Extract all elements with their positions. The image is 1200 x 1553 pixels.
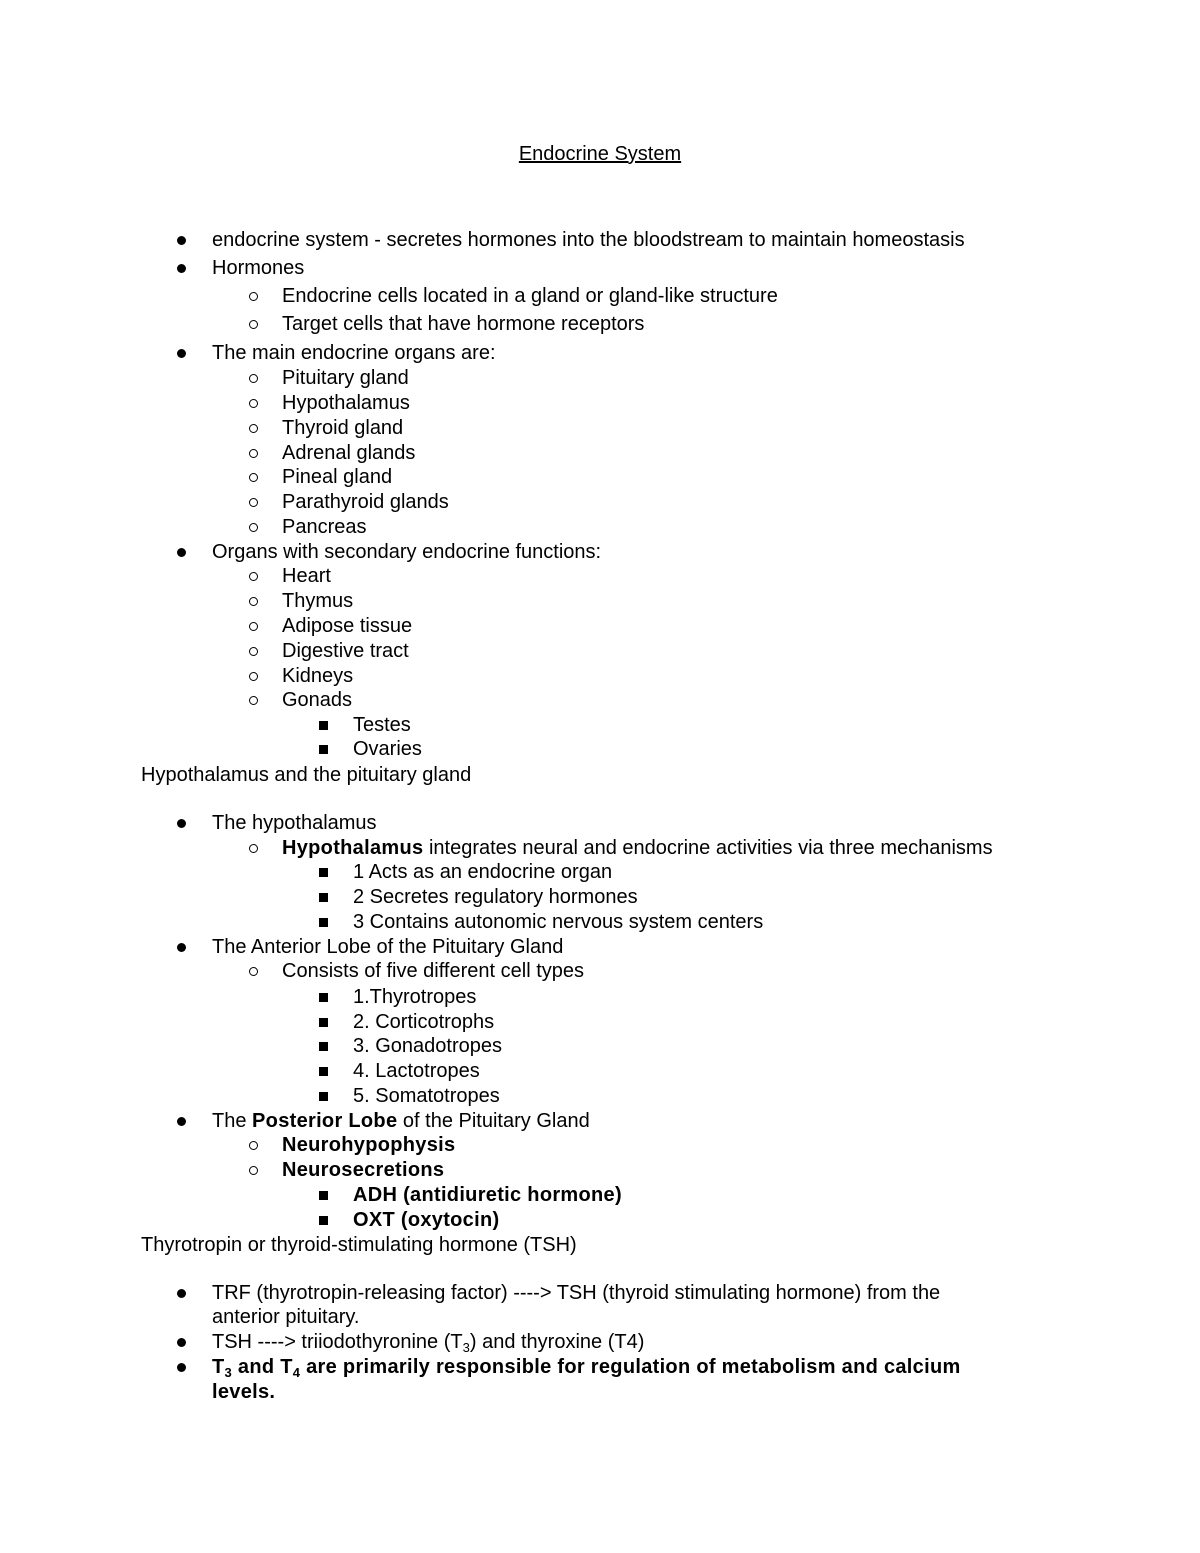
- list-item: TRF (thyrotropin-releasing factor) ----> TSH (thyroid stimulating hormone) from the: [212, 1282, 941, 1304]
- sub-sub-list-item: [353, 1183, 622, 1207]
- sub-list-item: Thyroid gland: [282, 417, 404, 439]
- bold-term: are primarily responsible for regulation of metabolism and calcium: [300, 1356, 961, 1378]
- bullet-circle: [249, 424, 258, 433]
- bullet-disc: [177, 548, 186, 557]
- list-item: The hypothalamus: [212, 812, 377, 834]
- sub-list-item: [282, 1133, 455, 1157]
- sub-list-item: Consists of five different cell types: [282, 960, 584, 982]
- sub-list-item: Adipose tissue: [282, 615, 413, 637]
- bullet-disc: [177, 1338, 186, 1347]
- bullet-circle: [249, 597, 258, 606]
- sub-sub-list-item: Testes: [353, 714, 411, 736]
- sub-list-item: Adrenal glands: [282, 442, 416, 464]
- sentence-text: TSH ----> triiodothyronine (T: [212, 1331, 463, 1353]
- list-item-continuation: [212, 1380, 275, 1404]
- sub-list-item: Digestive tract: [282, 640, 409, 662]
- bold-term: ADH (antidiuretic hormone): [353, 1184, 622, 1206]
- sub-sub-list-item: 2. Corticotrophs: [353, 1011, 495, 1033]
- bullet-square: [319, 1018, 328, 1027]
- sub-sub-list-item: [353, 1208, 499, 1232]
- bullet-square: [319, 993, 328, 1002]
- sub-list-item: Pancreas: [282, 516, 367, 538]
- section-heading: Hypothalamus and the pituitary gland: [141, 764, 472, 786]
- bullet-circle: [249, 647, 258, 656]
- bullet-square: [319, 868, 328, 877]
- list-item: The main endocrine organs are:: [212, 342, 496, 364]
- sub-sub-list-item: 3. Gonadotropes: [353, 1035, 502, 1057]
- bullet-circle: [249, 696, 258, 705]
- sub-list-item: Thymus: [282, 590, 354, 612]
- list-item: Hormones: [212, 257, 305, 279]
- bullet-circle: [249, 399, 258, 408]
- bullet-circle: [249, 498, 258, 507]
- sub-list-item: Endocrine cells located in a gland or gland-like structure: [282, 285, 778, 307]
- sub-sub-list-item: Ovaries: [353, 738, 422, 760]
- bullet-circle: [249, 572, 258, 581]
- section-heading: Thyrotropin or thyroid-stimulating hormone (TSH): [141, 1234, 577, 1256]
- bullet-square: [319, 893, 328, 902]
- sub-list-item: Heart: [282, 565, 331, 587]
- sub-list-item: Hypothalamus: [282, 392, 410, 414]
- bullet-circle: [249, 967, 258, 976]
- sub-list-item: [282, 836, 993, 860]
- bullet-circle: [249, 1141, 258, 1150]
- bullet-circle: [249, 449, 258, 458]
- bullet-disc: [177, 819, 186, 828]
- sentence-text: of the Pituitary Gland: [397, 1110, 590, 1132]
- bullet-circle: [249, 320, 258, 329]
- bullet-square: [319, 1042, 328, 1051]
- page-title: Endocrine System: [518, 143, 682, 165]
- bullet-disc: [177, 236, 186, 245]
- sub-sub-list-item: 5. Somatotropes: [353, 1085, 500, 1107]
- sub-sub-list-item: 2 Secretes regulatory hormones: [353, 886, 638, 908]
- bold-term: levels.: [212, 1381, 276, 1403]
- subscript: 4: [292, 1365, 301, 1380]
- bold-term: Neurohypophysis: [282, 1134, 456, 1156]
- bullet-square: [319, 1067, 328, 1076]
- bullet-disc: [177, 264, 186, 273]
- bullet-disc: [177, 1363, 186, 1372]
- bullet-circle: [249, 672, 258, 681]
- sub-sub-list-item: 3 Contains autonomic nervous system centers: [353, 911, 764, 933]
- sentence-text: ) and thyroxine (T4): [469, 1331, 645, 1353]
- bold-term: Neurosecretions: [282, 1159, 445, 1181]
- bullet-square: [319, 721, 328, 730]
- sub-list-item: [282, 1158, 444, 1182]
- bullet-circle: [249, 844, 258, 853]
- sub-sub-list-item: 4. Lactotropes: [353, 1060, 480, 1082]
- list-item-continuation: anterior pituitary.: [212, 1306, 360, 1328]
- bullet-circle: [249, 1166, 258, 1175]
- bullet-square: [319, 1092, 328, 1101]
- sub-list-item: Pineal gland: [282, 466, 393, 488]
- sub-list-item: Pituitary gland: [282, 367, 409, 389]
- bullet-square: [319, 745, 328, 754]
- bullet-circle: [249, 523, 258, 532]
- list-item: The Anterior Lobe of the Pituitary Gland: [212, 936, 564, 958]
- bold-term: OXT (oxytocin): [353, 1209, 500, 1231]
- sentence-text: The: [212, 1110, 253, 1132]
- list-item: [212, 1355, 961, 1379]
- sub-list-item: Gonads: [282, 689, 353, 711]
- sub-sub-list-item: 1 Acts as an endocrine organ: [353, 861, 613, 883]
- bullet-square: [319, 918, 328, 927]
- sub-list-item: Kidneys: [282, 665, 354, 687]
- list-item: endocrine system - secretes hormones into the bloodstream to maintain homeostasis: [212, 229, 965, 251]
- list-item: [212, 1109, 590, 1133]
- list-item: [212, 1330, 644, 1354]
- bold-term: and T: [232, 1356, 293, 1378]
- bullet-square: [319, 1191, 328, 1200]
- bullet-disc: [177, 1117, 186, 1126]
- subscript: 3: [224, 1365, 233, 1380]
- bullet-disc: [177, 349, 186, 358]
- bold-term: T: [212, 1356, 225, 1378]
- sub-list-item: Parathyroid glands: [282, 491, 449, 513]
- bullet-circle: [249, 622, 258, 631]
- bold-term: Posterior Lobe: [252, 1110, 398, 1132]
- list-item: Organs with secondary endocrine functions:: [212, 541, 602, 563]
- subscript: 3: [462, 1340, 470, 1355]
- bullet-circle: [249, 292, 258, 301]
- bullet-square: [319, 1216, 328, 1225]
- sub-list-item: Target cells that have hormone receptors: [282, 313, 645, 335]
- sub-sub-list-item: 1.Thyrotropes: [353, 986, 477, 1008]
- sentence-text: integrates neural and endocrine activities via three mechanisms: [423, 837, 993, 859]
- bullet-disc: [177, 1289, 186, 1298]
- bullet-disc: [177, 943, 186, 952]
- bullet-circle: [249, 374, 258, 383]
- bullet-circle: [249, 473, 258, 482]
- bold-term: Hypothalamus: [282, 837, 424, 859]
